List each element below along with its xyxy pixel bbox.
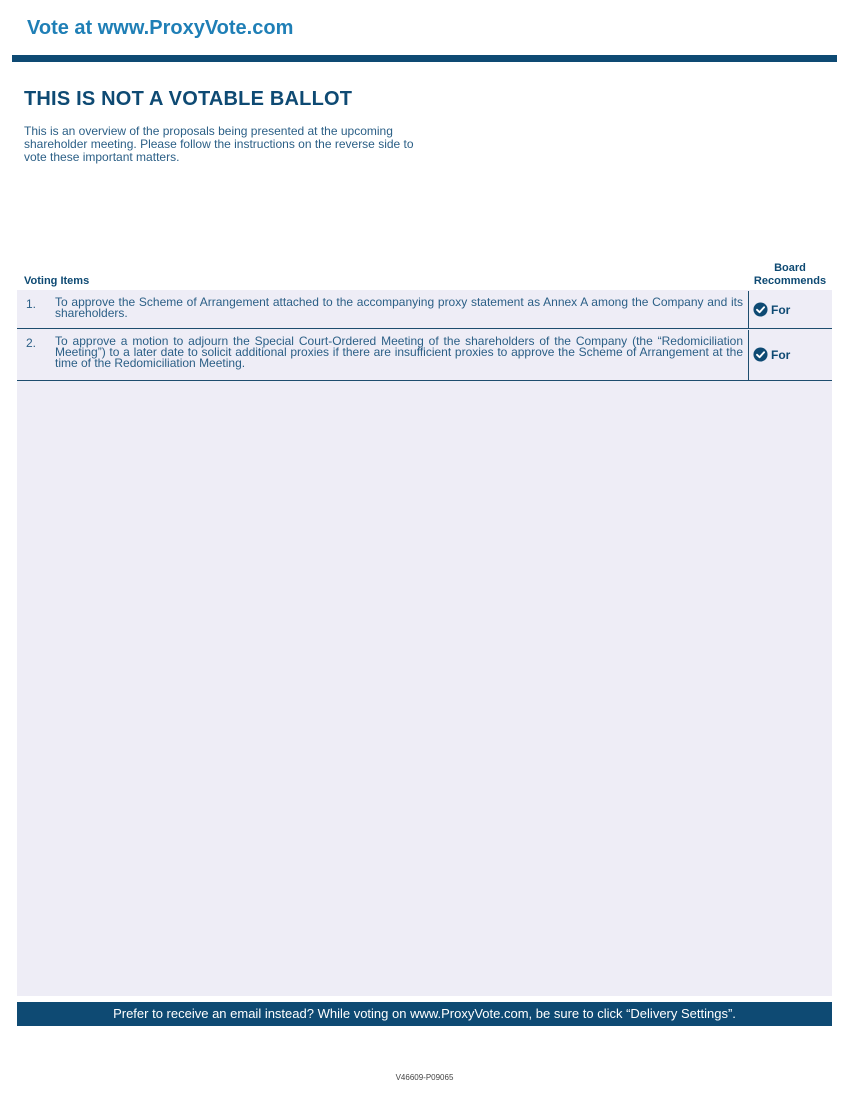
column-divider — [748, 330, 749, 381]
proposal-row — [17, 291, 832, 329]
document-code: V46609-P09065 — [395, 1073, 454, 1082]
recommendation-label: For — [771, 347, 791, 362]
page-title: THIS IS NOT A VOTABLE BALLOT — [24, 88, 353, 110]
check-circle-icon — [753, 302, 768, 317]
proposal-row — [17, 330, 832, 381]
board-header-line2: Recommends — [753, 275, 827, 287]
proposals-panel — [17, 290, 832, 996]
check-circle-icon — [753, 347, 768, 362]
proposal-number: 1. — [26, 297, 37, 311]
proposal-number: 2. — [26, 336, 37, 350]
proposal-text: To approve a motion to adjourn the Special Court-Ordered Meeting of the shareholders of the Company (the “Redomiciliation Meeting”) to a later date to solicit additional proxies if there are insufficient proxies to approve the Scheme of Arrangement at the time of the Redomiciliation Meeting. — [55, 334, 743, 370]
voting-items-header: Voting Items — [24, 275, 90, 287]
board-recommendation — [753, 347, 790, 362]
board-header-line1: Board — [774, 262, 806, 274]
board-recommendation — [753, 302, 790, 317]
intro-text: This is an overview of the proposals being presented at the upcoming shareholder meeting. Please follow the instructions on the reverse side to vote these important matters. — [24, 124, 414, 164]
delivery-settings-notice: Prefer to receive an email instead? While voting on www.ProxyVote.com, be sure to click “Delivery Settings”. — [17, 1002, 832, 1026]
board-recommends-header — [750, 262, 830, 288]
proposal-text: To approve the Scheme of Arrangement attached to the accompanying proxy statement as Annex A among the Company and its shareholders. — [55, 295, 743, 320]
column-divider — [748, 291, 749, 329]
header-rule — [12, 55, 837, 62]
recommendation-label: For — [771, 302, 791, 317]
proxyvote-link[interactable]: Vote at www.ProxyVote.com — [27, 17, 294, 39]
